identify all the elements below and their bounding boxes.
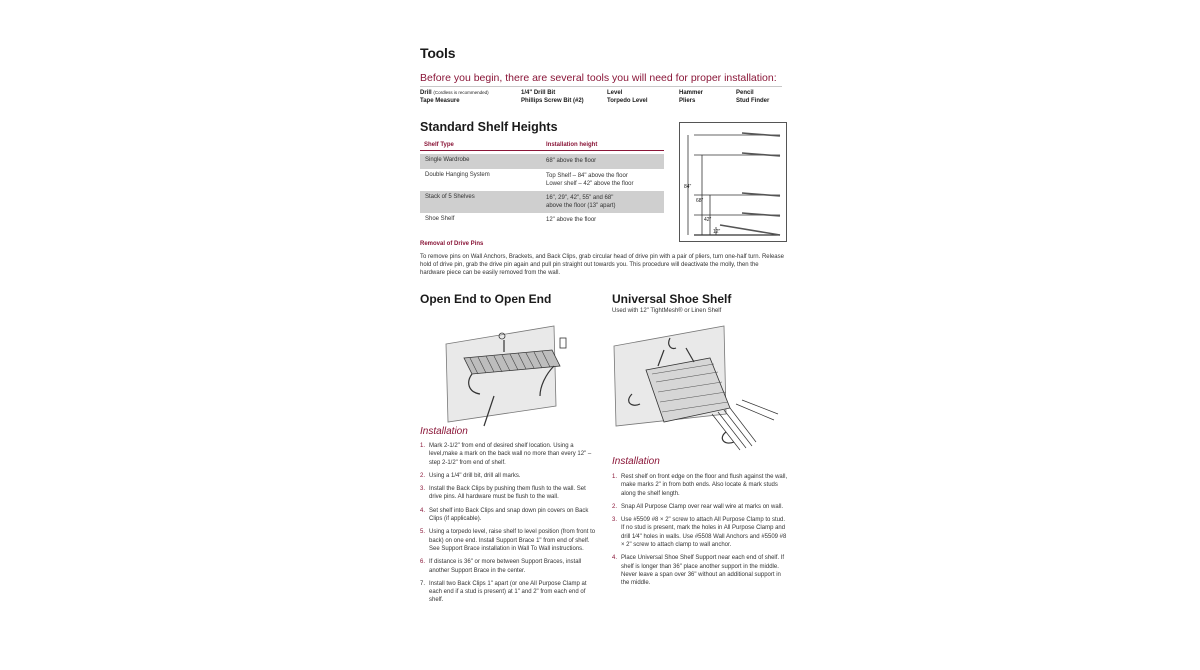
tool-drill: Drill (Cordless is recommended)	[420, 90, 489, 96]
tool-torpedo-level: Torpedo Level	[607, 98, 648, 104]
col-installation-height: Installation height	[546, 142, 598, 148]
list-item: 2. Using a 1/4" drill bit, drill all marks.	[420, 472, 521, 479]
table-row: Single Wardrobe 68" above the floor	[420, 154, 664, 169]
removal-heading: Removal of Drive Pins	[420, 241, 484, 247]
tool-hammer: Hammer	[679, 90, 704, 96]
open-end-illustration	[436, 322, 576, 432]
list-item: 6. If distance is 36" or more between Support Braces, install another Support Brace in the center.	[420, 559, 582, 574]
tool-pencil: Pencil	[736, 90, 754, 96]
shelf-heights-heading: Standard Shelf Heights	[420, 120, 558, 134]
shoe-shelf-installation-heading: Installation	[612, 456, 660, 467]
table-row: Double Hanging System Top Shelf – 84" above the floor Lower shelf – 42" above the floor	[425, 172, 634, 187]
list-item: 7. Install two Back Clips 1" apart (or one All Purpose Clamp at each end if a stud is present) at 1" and 2" from each end of shelf.	[420, 580, 587, 604]
table-row: Shoe Shelf 12" above the floor	[425, 216, 597, 223]
open-end-installation-heading: Installation	[420, 426, 468, 437]
shoe-shelf-illustration	[606, 322, 784, 452]
removal-paragraph: To remove pins on Wall Anchors, Brackets, and Back Clips, grab circular head of drive pin with a pair of pliers, turn one-half turn. Release hold of drive pin, grab the drive pin again and pull pin straight out towards you. This procedure will deactivate the molly, then the hardware piece can be easily removed from the wall.	[420, 254, 784, 277]
tool-level: Level	[607, 90, 623, 96]
tool-pliers: Pliers	[679, 98, 696, 104]
list-item: 3. Use #5509 #8 × 2" screw to attach All Purpose Clamp to stud. If no stud is present, mark the holes in All Purpose Clamp and drill 1⁄4" holes in walls. Use #5508 Wall Anchors and #5509 #8 × 2" screw to attach clamp to wall anchor.	[612, 517, 787, 549]
list-item: 3. Install the Back Clips by pushing them flush to the wall. Set drive pins. All hardware must be flush to the wall.	[420, 486, 586, 501]
list-item: 2. Snap All Purpose Clamp over rear wall wire at marks on wall.	[612, 503, 784, 510]
shoe-shelf-heading: Universal Shoe Shelf	[612, 292, 732, 306]
table-header-rule	[420, 150, 664, 151]
table-row: Stack of 5 Shelves 16", 29", 42", 55" and 68" above the floor (13" apart)	[420, 191, 664, 213]
tool-tape-measure: Tape Measure	[420, 98, 460, 104]
tools-subtitle: Before you begin, there are several tools you will need for proper installation:	[420, 72, 777, 84]
label-12: 12"	[713, 229, 721, 235]
tool-screw-bit: Phillips Screw Bit (#2)	[521, 98, 584, 104]
label-68: 68"	[696, 198, 704, 204]
divider	[420, 86, 782, 87]
list-item: 4. Place Universal Shoe Shelf Support near each end of shelf. If shelf is longer than 36" place another support in the middle. Never leave a span over 36" without an additional support in the middle.	[612, 555, 785, 587]
list-item: 5. Using a torpedo level, raise shelf to level position (from front to back) on one end. Install Support Brace 1" from end of shelf. See Support Brace installation in Wall To Wall instructions.	[420, 529, 596, 552]
shelf-heights-diagram	[679, 122, 787, 242]
list-item: 1. Mark 2-1/2" from end of desired shelf location. Using a level,make a mark on the back wall no more than every 12" – step 2-1/2" from end of shelf.	[420, 443, 592, 466]
label-42: 42"	[704, 217, 712, 223]
list-item: 4. Set shelf into Back Clips and snap down pin covers on Back Clips (if applicable).	[420, 507, 589, 523]
tool-drill-bit: 1/4" Drill Bit	[521, 90, 556, 96]
shoe-shelf-steps	[612, 473, 788, 593]
instruction-page	[416, 0, 788, 670]
shoe-shelf-subtitle: Used with 12" TightMesh® or Linen Shelf	[612, 308, 722, 314]
open-end-steps	[420, 442, 596, 610]
col-shelf-type: Shelf Type	[424, 142, 454, 148]
shelf-diagram-drawing	[680, 123, 786, 241]
list-item: 1. Rest shelf on front edge on the floor and flush against the wall, make marks 2" in from both ends. Also locate & mark studs along the shelf length.	[612, 474, 788, 497]
label-84: 84"	[684, 184, 692, 190]
tool-stud-finder: Stud Finder	[736, 98, 770, 104]
tools-heading: Tools	[420, 45, 456, 61]
open-end-heading: Open End to Open End	[420, 292, 552, 306]
